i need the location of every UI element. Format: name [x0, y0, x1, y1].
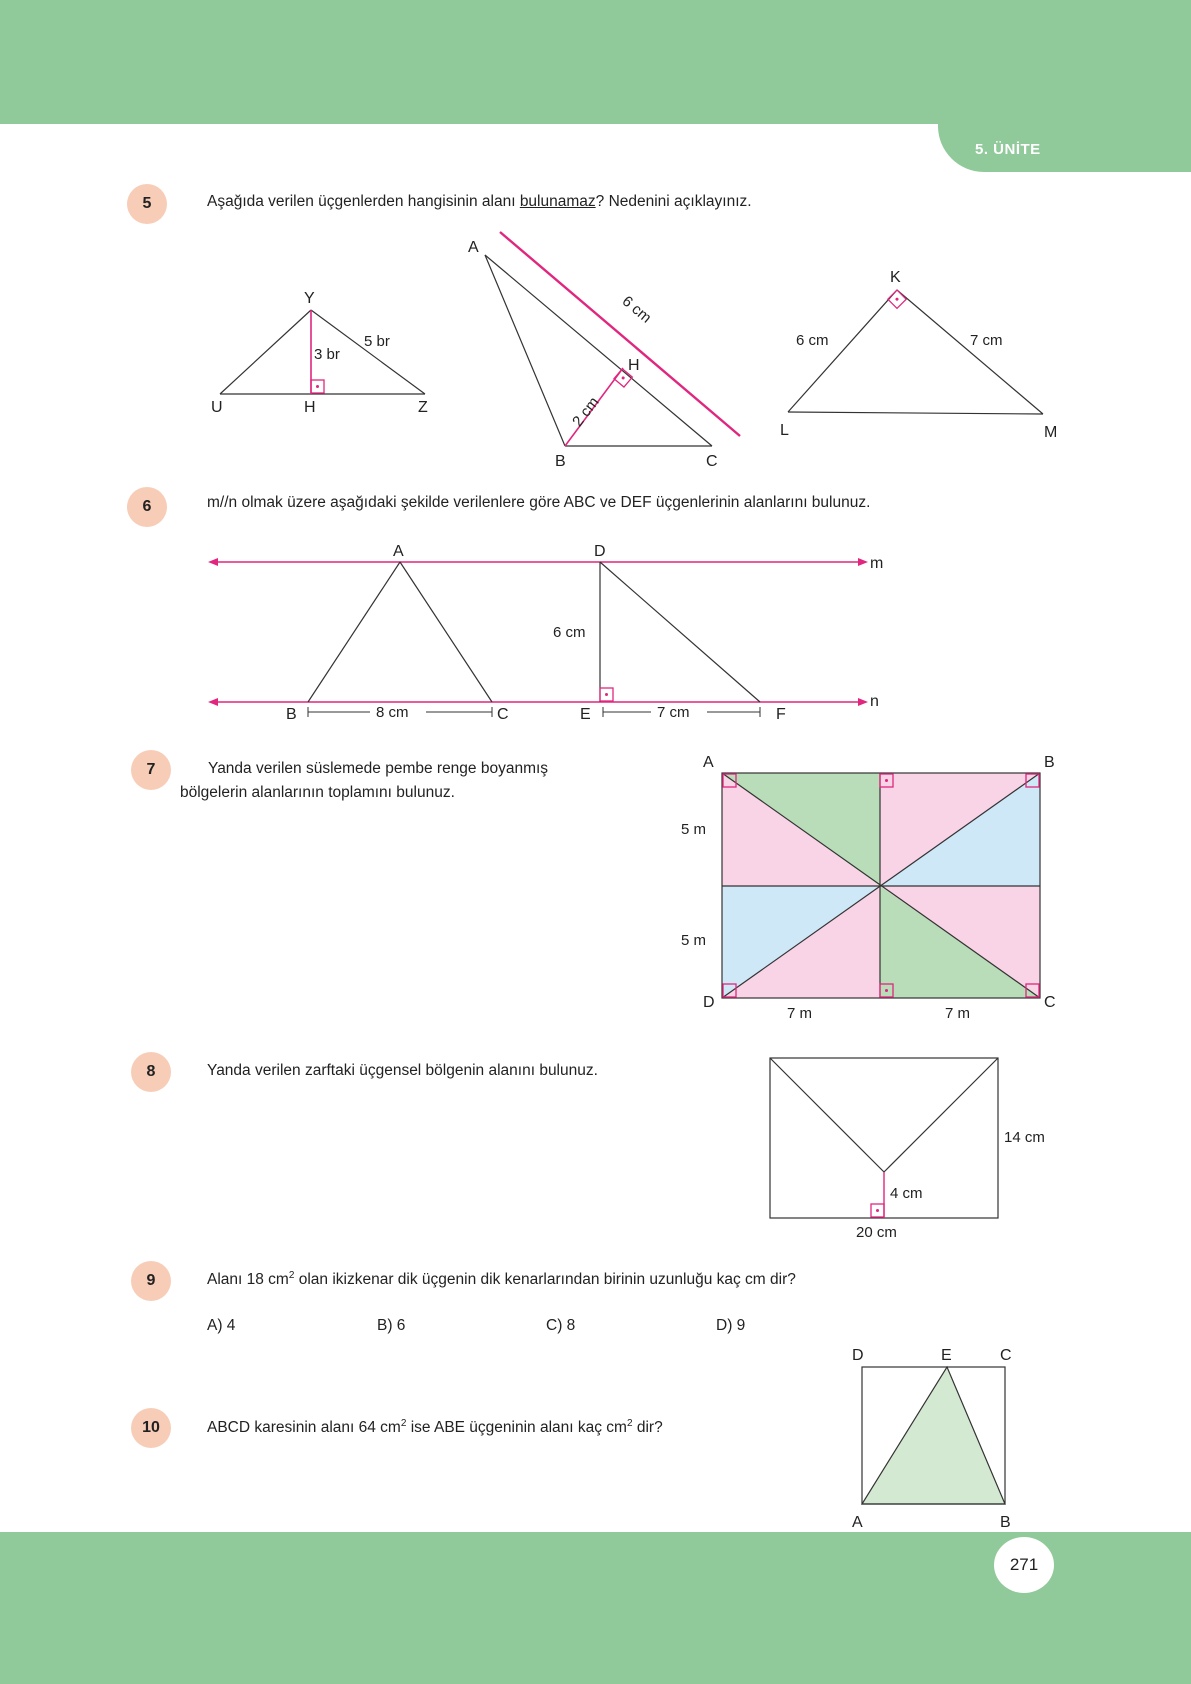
q5-side-label-2: 6 cm	[618, 292, 655, 327]
option-c[interactable]: C) 8	[546, 1317, 576, 1334]
q10-square	[862, 1367, 1005, 1504]
q6-de-label: 6 cm	[553, 624, 586, 641]
q10-label-e: E	[941, 1347, 952, 1364]
q5-right-angle-mark-3	[888, 290, 906, 308]
q5-label-u: U	[211, 399, 223, 416]
question-8-text: Yanda verilen zarftaki üçgensel bölgenin alanını bulunuz.	[207, 1062, 598, 1079]
question-10-sup-1: 2	[400, 1418, 407, 1429]
q7-h1-label: 5 m	[681, 821, 707, 838]
question-10-text-a: ABCD karesinin alanı 64 cm	[207, 1419, 401, 1437]
question-number-5: 5	[127, 184, 167, 224]
q8-height-label: 14 cm	[1004, 1129, 1045, 1146]
q5-measure-line	[500, 232, 740, 436]
question-9-text	[207, 1270, 796, 1289]
q6-label-c: C	[497, 706, 509, 723]
q7-h2-label: 5 m	[681, 932, 707, 949]
q5-triangle-abc	[485, 255, 712, 446]
question-9-sup: 2	[288, 1270, 295, 1281]
q6-label-e: E	[580, 706, 591, 723]
question-6-text: m//n olmak üzere aşağıdaki şekilde verilenlere göre ABC ve DEF üçgenlerinin alanlarını bulunuz.	[207, 494, 871, 511]
q5-triangle-klm	[788, 290, 1043, 414]
q7-label-b: B	[1044, 754, 1055, 771]
q5-label-b: B	[555, 453, 566, 470]
q5-label-c: C	[706, 453, 718, 470]
q6-label-d: D	[594, 543, 606, 560]
question-9-text-b: olan ikizkenar dik üçgenin dik kenarlarından birinin uzunluğu kaç cm dir?	[294, 1271, 796, 1289]
q10-label-b: B	[1000, 1514, 1011, 1531]
q6-triangle-abc	[308, 562, 492, 702]
q10-label-d: D	[852, 1347, 864, 1364]
q6-label-f: F	[776, 706, 786, 723]
q10-label-c: C	[1000, 1347, 1012, 1364]
q6-label-m: m	[870, 555, 884, 572]
q6-line-n	[208, 698, 868, 706]
q5-label-h2: H	[628, 357, 640, 374]
q10-label-a: A	[852, 1514, 863, 1531]
q5-label-h: H	[304, 399, 316, 416]
q5-label-m: M	[1044, 424, 1058, 441]
q7-w2-label: 7 m	[945, 1005, 971, 1022]
question-number-10: 10	[131, 1408, 171, 1448]
question-5-text-a: Aşağıda verilen üçgenlerden hangisinin alanı	[207, 193, 520, 210]
q5-right-side-label: 7 cm	[970, 332, 1003, 349]
question-10-text	[207, 1418, 663, 1437]
q6-triangle-def	[600, 562, 760, 702]
q6-label-n: n	[870, 693, 879, 710]
q7-label-d: D	[703, 994, 715, 1011]
q6-ef-label: 7 cm	[657, 704, 690, 721]
q8-envelope	[770, 1058, 998, 1218]
q5-label-k: K	[890, 269, 901, 286]
question-number-6: 6	[127, 487, 167, 527]
q5-label-z: Z	[418, 399, 428, 416]
question-7-line-1: Yanda verilen süslemede pembe renge boyanmış	[208, 760, 549, 777]
option-b[interactable]: B) 6	[377, 1317, 406, 1334]
q7-w1-label: 7 m	[787, 1005, 813, 1022]
q7-design	[722, 773, 1040, 998]
question-10-sup-2: 2	[626, 1418, 633, 1429]
q5-height-label: 3 br	[314, 346, 340, 363]
question-10-text-b: ise ABE üçgeninin alanı kaç cm	[406, 1419, 627, 1437]
q6-label-a: A	[393, 543, 404, 560]
question-7-line-2: bölgelerin alanlarının toplamını bulunuz.	[180, 784, 455, 801]
unit-label: 5. ÜNİTE	[975, 141, 1041, 158]
q5-left-side-label: 6 cm	[796, 332, 829, 349]
option-a[interactable]: A) 4	[207, 1317, 236, 1334]
q7-label-c: C	[1044, 994, 1056, 1011]
question-10-text-c: dir?	[632, 1419, 663, 1437]
q6-line-m	[208, 558, 868, 566]
q6-right-angle-dot	[605, 693, 608, 696]
question-5-text-b: ? Nedenini açıklayınız.	[595, 193, 752, 210]
question-9-text-a: Alanı 18 cm	[207, 1271, 289, 1289]
option-d[interactable]: D) 9	[716, 1317, 746, 1334]
question-5-underlined: bulunamaz	[519, 193, 596, 210]
question-number-9: 9	[131, 1261, 171, 1301]
q5-label-l: L	[780, 422, 789, 439]
q5-right-angle-dot	[316, 385, 319, 388]
q8-width-label: 20 cm	[856, 1224, 897, 1241]
q6-bc-label: 8 cm	[376, 704, 409, 721]
question-number-8: 8	[131, 1052, 171, 1092]
q8-depth-label: 4 cm	[890, 1185, 923, 1202]
q8-right-angle-dot	[876, 1209, 879, 1212]
q5-height-label-2: 2 cm	[569, 393, 603, 431]
page-number: 271	[994, 1537, 1054, 1593]
question-number-7: 7	[131, 750, 171, 790]
q5-label-y: Y	[304, 290, 315, 307]
q5-label-a: A	[468, 239, 479, 256]
q6-label-b: B	[286, 706, 297, 723]
q7-label-a: A	[703, 754, 714, 771]
q5-side-label: 5 br	[364, 333, 390, 350]
